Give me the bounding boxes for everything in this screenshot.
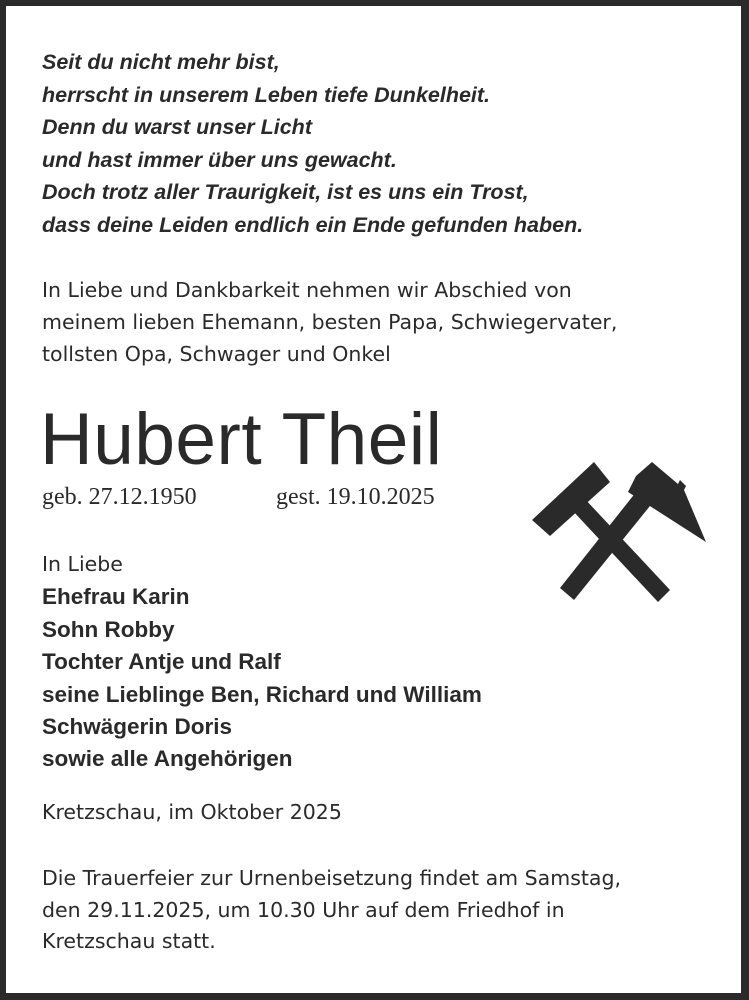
place-date: Kretzschau, im Oktober 2025 xyxy=(42,800,342,824)
birth-date: geb. 27.12.1950 xyxy=(42,484,197,510)
mourner-name: Sohn Robby xyxy=(42,617,175,642)
mourner-name: sowie alle Angehörigen xyxy=(42,746,293,771)
poem-line: und hast immer über uns gewacht. xyxy=(42,148,397,172)
poem-line: Denn du warst unser Licht xyxy=(42,115,312,139)
poem-line: Doch trotz aller Traurigkeit, ist es uns ein Trost, xyxy=(42,180,529,204)
mourner-name: Schwägerin Doris xyxy=(42,714,233,739)
hammer-and-pick-icon xyxy=(528,440,712,610)
poem-line: Seit du nicht mehr bist, xyxy=(42,50,280,74)
mourners-heading: In Liebe xyxy=(42,552,123,576)
intro-line: In Liebe und Dankbarkeit nehmen wir Abschied von xyxy=(42,278,572,302)
intro-line: tollsten Opa, Schwager und Onkel xyxy=(42,342,391,366)
funeral-line: Die Trauerfeier zur Urnenbeisetzung findet am Samstag, xyxy=(42,866,622,890)
funeral-line: Kretzschau statt. xyxy=(42,929,216,953)
mourner-name: Ehefrau Karin xyxy=(42,584,190,609)
intro-line: meinem lieben Ehemann, besten Papa, Schwiegervater, xyxy=(42,310,618,334)
funeral-line: den 29.11.2025, um 10.30 Uhr auf dem Friedhof in xyxy=(42,898,565,922)
mourner-name: Tochter Antje und Ralf xyxy=(42,649,281,674)
deceased-name: Hubert Theil xyxy=(40,399,443,480)
mourner-name: seine Lieblinge Ben, Richard und William xyxy=(42,682,482,707)
poem-line: herrscht in unserem Leben tiefe Dunkelheit. xyxy=(42,83,491,107)
poem-line: dass deine Leiden endlich ein Ende gefunden haben. xyxy=(42,213,584,237)
death-date: gest. 19.10.2025 xyxy=(276,484,435,510)
